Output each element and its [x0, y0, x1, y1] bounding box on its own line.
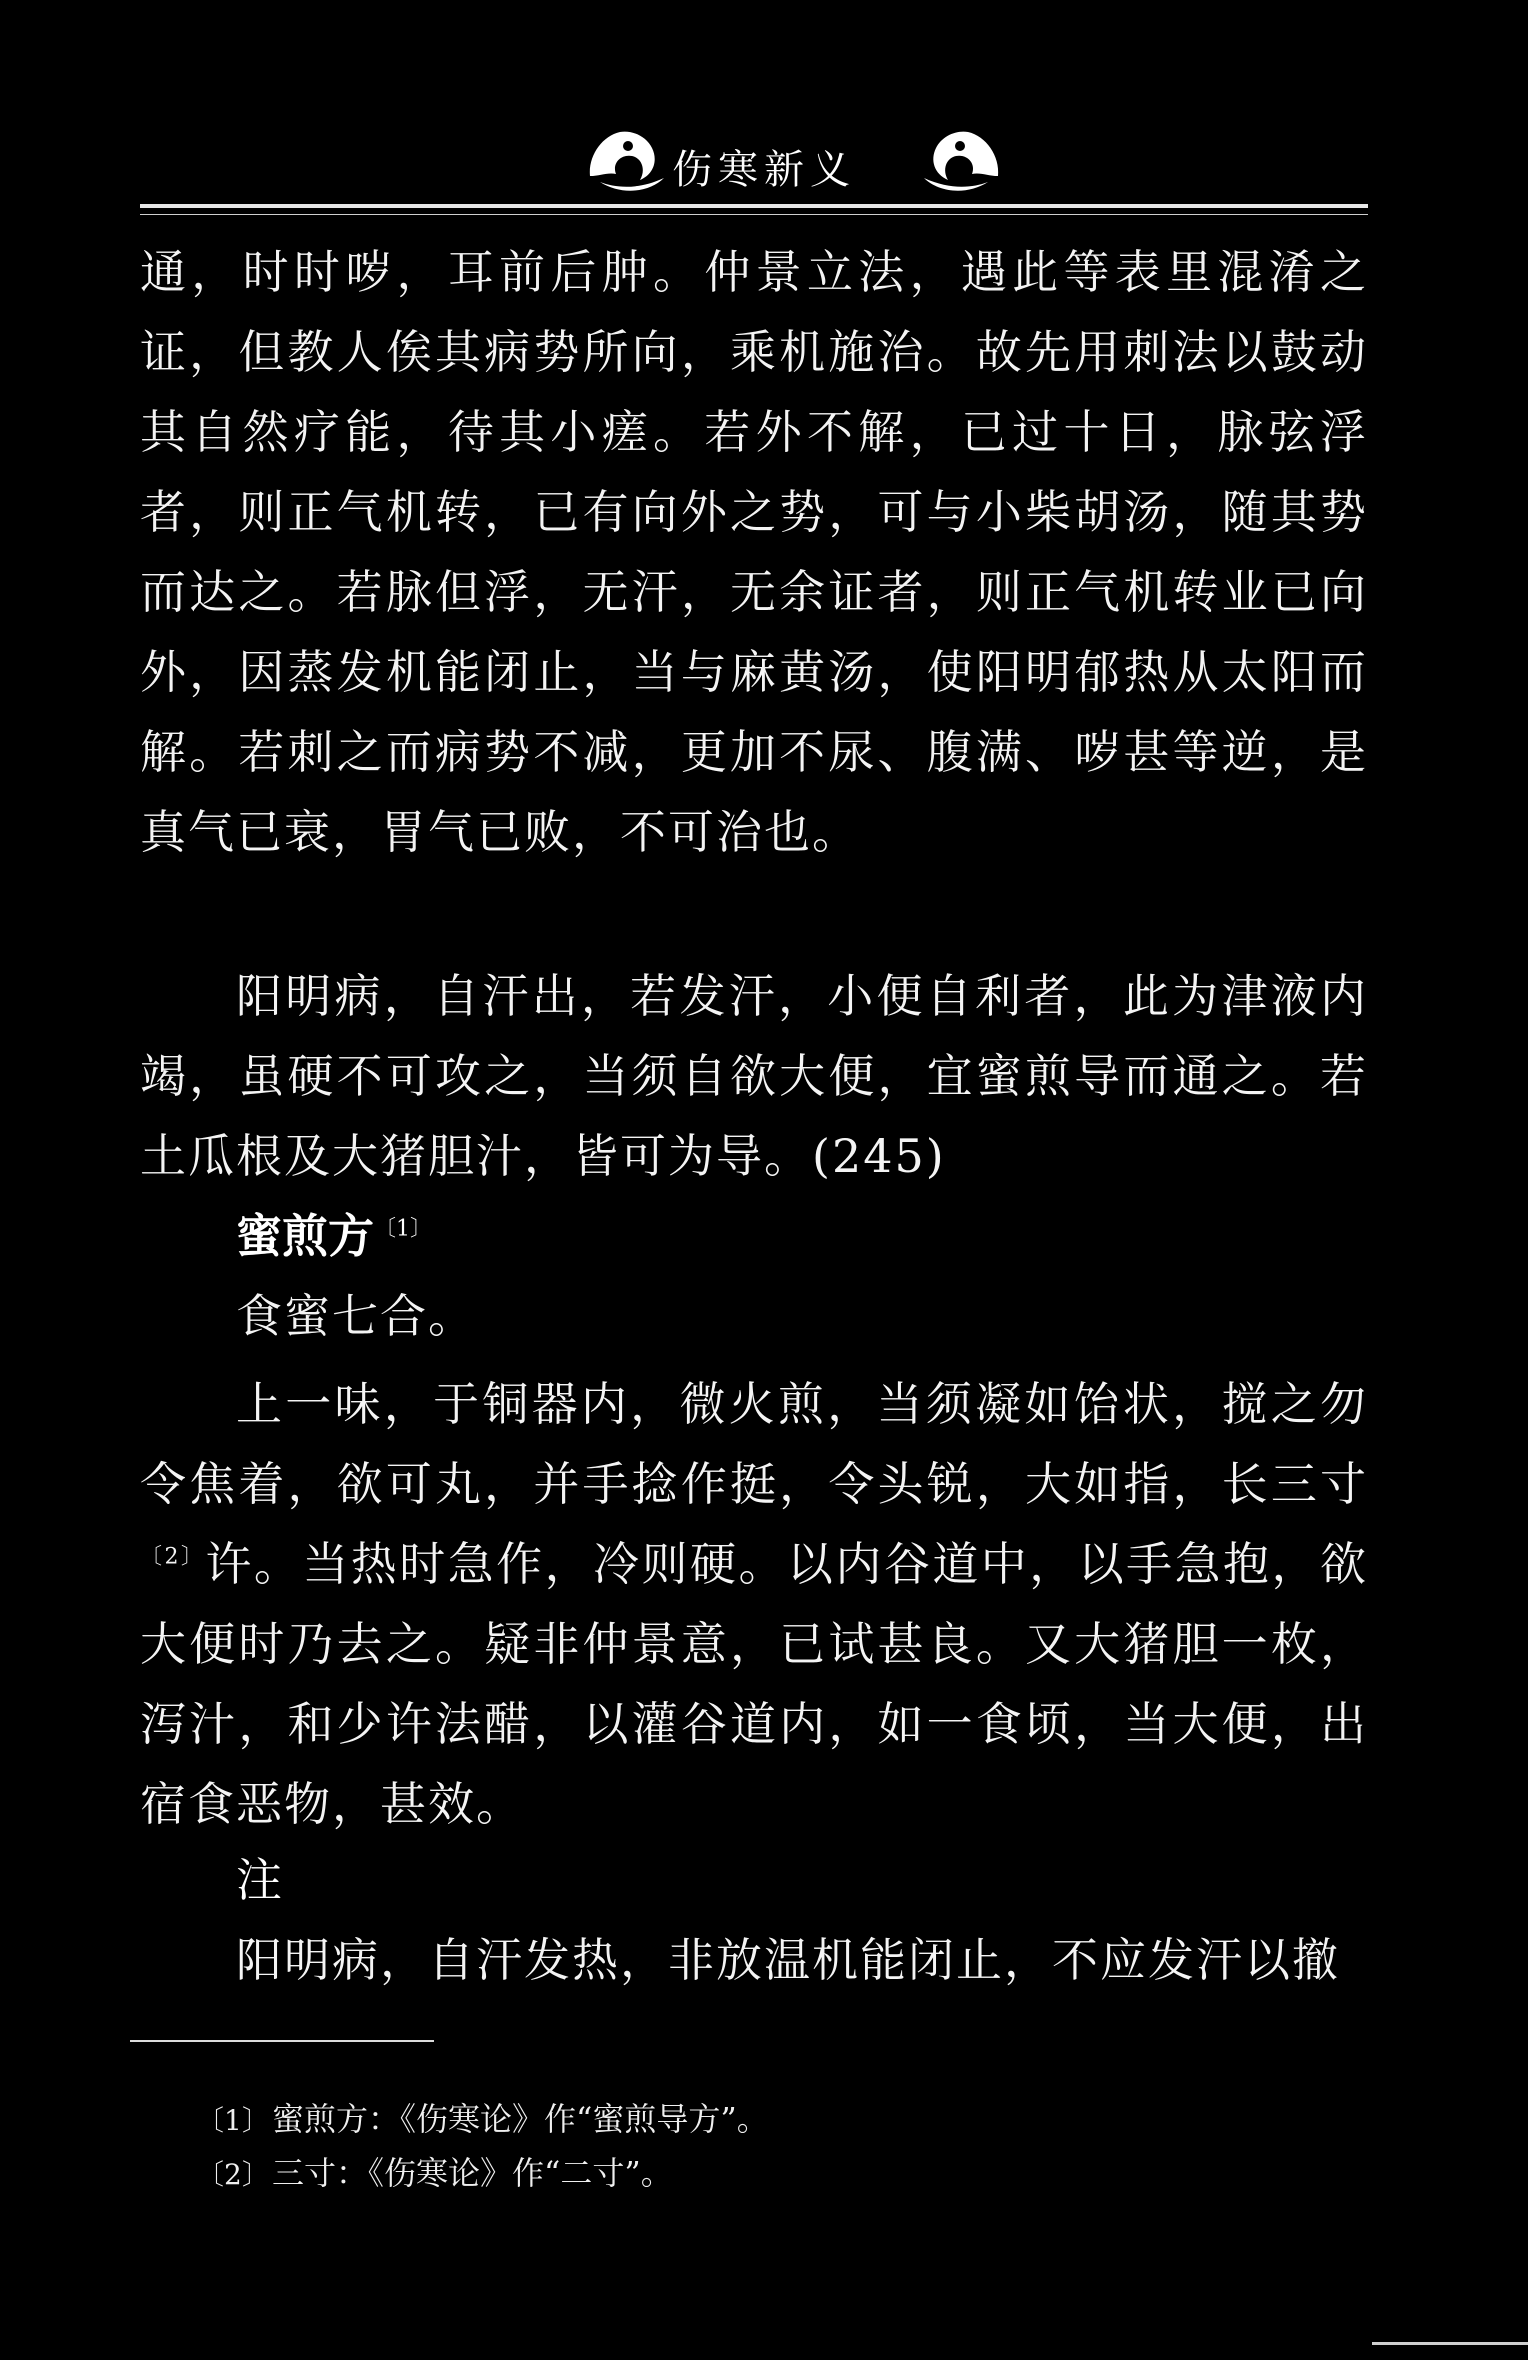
footnote-1: [196, 2094, 769, 2146]
footnote-rule: [130, 2040, 434, 2042]
footnote-ref-2: 〔2〕: [140, 1544, 206, 1570]
corner-scan-mark: [1372, 2342, 1528, 2345]
right-ornament-icon: [918, 118, 1008, 198]
formula-title: 蜜煎方: [236, 1209, 374, 1263]
paragraph-method: [140, 1364, 1368, 1844]
footnote-1-mark: 〔1〕: [196, 2104, 270, 2137]
footnote-ref-1: 〔1〕: [374, 1216, 432, 1242]
formula-heading: [236, 1196, 432, 1276]
footnote-2-mark: 〔2〕: [196, 2158, 270, 2191]
paragraph-ingredients: 食蜜七合。: [236, 1289, 476, 1343]
footnote-2: [196, 2148, 673, 2200]
page-header: [0, 118, 1528, 218]
paragraph-clause-245: 阳明病，自汗出，若发汗，小便自利者，此为津液内竭，虽硬不可攻之，当须自欲大便，宜蜜煎导而通之。若土瓜根及大猪胆汁，皆可为导。(245): [140, 969, 1368, 1183]
paragraph-note: 阳明病，自汗发热，非放温机能闭止，不应发汗以撤: [236, 1933, 1340, 1987]
note-label: 注: [236, 1853, 282, 1907]
method-text-part2: 许。当热时急作，冷则硬。以内谷道中，以手急抱，欲大便时乃去之。疑非仲景意，已试甚良。又大猪胆一枚，泻汁，和少许法醋，以灌谷道内，如一食顷，当大便，出宿食恶物，甚效。: [140, 1537, 1369, 1831]
header-rule-thin: [140, 214, 1368, 215]
paragraph-commentary: 通，时时哕，耳前后肿。仲景立法，遇此等表里混淆之证，但教人俟其病势所向，乘机施治。故先用刺法以鼓动其自然疗能，待其小瘥。若外不解，已过十日，脉弦浮者，则正气机转，已有向外之势，可与小柴胡汤，随其势而达之。若脉但浮，无汗，无余证者，则正气机转业已向外，因蒸发机能闭止，当与麻黄汤，使阳明郁热从太阳而解。若刺之而病势不减，更加不尿、腹满、哕甚等逆，是真气已衰，胃气已败，不可治也。: [140, 245, 1368, 859]
method-text-part1: 上一味，于铜器内，微火煎，当须凝如饴状，搅之勿令焦着，欲可丸，并手捻作挺，令头锐，大如指，长三寸: [140, 1377, 1368, 1511]
running-title: 伤寒新义: [672, 147, 856, 193]
header-rule-thick: [140, 204, 1368, 208]
footnote-2-text: 三寸：《伤寒论》作“二寸”。: [272, 2154, 673, 2192]
footnote-1-text: 蜜煎方：《伤寒论》作“蜜煎导方”。: [272, 2100, 769, 2138]
